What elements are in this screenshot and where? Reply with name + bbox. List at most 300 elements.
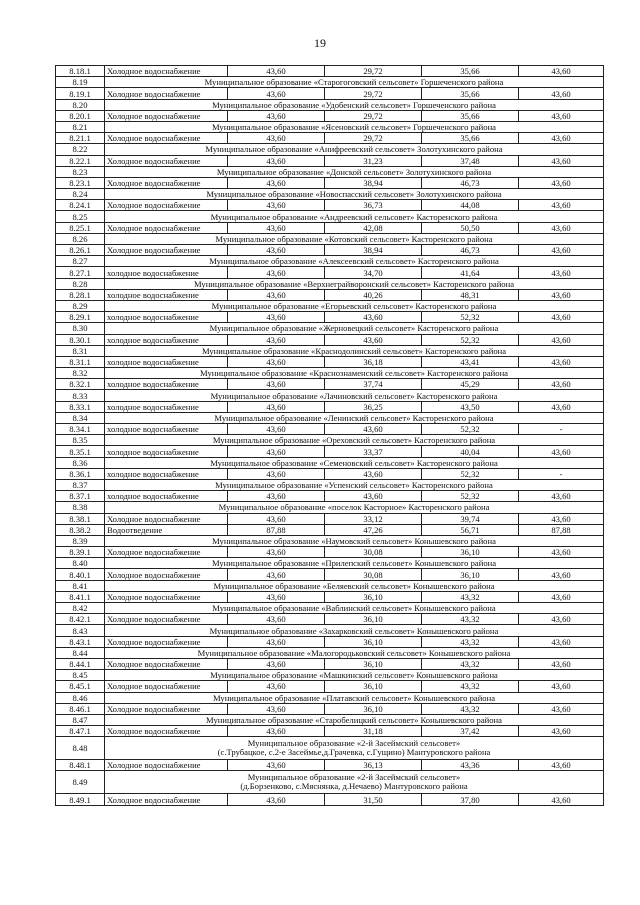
- row-code: 8.30: [56, 323, 105, 334]
- tariff-value-4: 43,60: [519, 110, 604, 121]
- tariff-value-3: 43,32: [422, 681, 519, 692]
- row-code: 8.35.1: [56, 446, 105, 457]
- service-name: холодное водоснабжение: [105, 312, 228, 323]
- service-row: [56, 547, 604, 558]
- service-name: Водоотведение: [105, 524, 228, 535]
- tariff-value-2: 43,60: [325, 334, 422, 345]
- row-code: 8.21.1: [56, 133, 105, 144]
- service-name: Холодное водоснабжение: [105, 681, 228, 692]
- tariff-value-2: 42,08: [325, 222, 422, 233]
- service-name: Холодное водоснабжение: [105, 222, 228, 233]
- service-row: [56, 155, 604, 166]
- municipality-row: [56, 435, 604, 446]
- row-code: 8.38.1: [56, 513, 105, 524]
- tariff-value-4: 43,60: [519, 446, 604, 457]
- row-code: 8.20.1: [56, 110, 105, 121]
- municipality-row: [56, 625, 604, 636]
- row-code: 8.26: [56, 233, 105, 244]
- municipality-row: [56, 670, 604, 681]
- tariff-value-1: 43,60: [228, 468, 325, 479]
- service-row: [56, 334, 604, 345]
- municipality-row: [56, 603, 604, 614]
- municipality-name: Муниципальное образование «Анифреевский сельсовет» Золотухинского района: [105, 144, 604, 155]
- tariff-value-2: 29,72: [325, 88, 422, 99]
- tariff-value-2: 38,94: [325, 177, 422, 188]
- tariff-table: [55, 65, 604, 806]
- row-code: 8.41.1: [56, 591, 105, 602]
- tariff-value-4: 43,60: [519, 401, 604, 412]
- tariff-value-2: 34,70: [325, 267, 422, 278]
- service-row: [56, 401, 604, 412]
- municipality-name: Муниципальное образование «Жерновецкий сельсовет» Касторенского района: [105, 323, 604, 334]
- tariff-value-3: 52,32: [422, 312, 519, 323]
- tariff-value-2: 36,10: [325, 681, 422, 692]
- row-code: 8.18.1: [56, 66, 105, 77]
- tariff-value-2: 36,18: [325, 356, 422, 367]
- row-code: 8.19: [56, 77, 105, 88]
- tariff-value-1: 43,60: [228, 446, 325, 457]
- service-name: холодное водоснабжение: [105, 267, 228, 278]
- tariff-value-4: 43,60: [519, 334, 604, 345]
- municipality-row: [56, 99, 604, 110]
- municipality-row: [56, 323, 604, 334]
- municipality-row: [56, 580, 604, 591]
- municipality-row: [56, 535, 604, 546]
- row-code: 8.49: [56, 771, 105, 794]
- row-code: 8.23: [56, 166, 105, 177]
- service-name: Холодное водоснабжение: [105, 177, 228, 188]
- municipality-row: [56, 714, 604, 725]
- tariff-value-2: 33,12: [325, 513, 422, 524]
- municipality-row: [56, 647, 604, 658]
- municipality-name: Муниципальное образование «поселок Касторное» Касторенского района: [105, 502, 604, 513]
- row-code: 8.32: [56, 368, 105, 379]
- service-name: холодное водоснабжение: [105, 334, 228, 345]
- service-name: Холодное водоснабжение: [105, 703, 228, 714]
- row-code: 8.33.1: [56, 401, 105, 412]
- municipality-name: Муниципальное образование «Верхнеграйворонский сельсовет» Касторенского района: [105, 278, 604, 289]
- service-name: холодное водоснабжение: [105, 446, 228, 457]
- municipality-row: [56, 278, 604, 289]
- service-row: [56, 200, 604, 211]
- tariff-value-3: 35,66: [422, 66, 519, 77]
- tariff-value-1: 43,60: [228, 703, 325, 714]
- service-row: [56, 133, 604, 144]
- tariff-value-1: 43,60: [228, 547, 325, 558]
- tariff-value-2: 43,60: [325, 468, 422, 479]
- tariff-value-3: 43,32: [422, 703, 519, 714]
- municipality-name: [105, 737, 604, 760]
- service-row: [56, 379, 604, 390]
- tariff-value-1: 43,60: [228, 658, 325, 669]
- municipality-name: Муниципальное образование «Удобенский сельсовет» Горшеченского района: [105, 99, 604, 110]
- tariff-value-1: 43,60: [228, 681, 325, 692]
- tariff-value-1: 43,60: [228, 334, 325, 345]
- service-row: [56, 794, 604, 805]
- tariff-value-4: 43,60: [519, 569, 604, 580]
- service-row: [56, 468, 604, 479]
- service-row: [56, 88, 604, 99]
- row-code: 8.34: [56, 412, 105, 423]
- tariff-value-3: 48,31: [422, 289, 519, 300]
- row-code: 8.26.1: [56, 245, 105, 256]
- tariff-value-3: 46,73: [422, 177, 519, 188]
- tariff-value-1: 43,60: [228, 289, 325, 300]
- tariff-value-2: 36,10: [325, 591, 422, 602]
- municipality-row: [56, 502, 604, 513]
- tariff-value-1: 43,60: [228, 155, 325, 166]
- tariff-value-1: 43,60: [228, 513, 325, 524]
- tariff-value-3: 56,71: [422, 524, 519, 535]
- service-name: Холодное водоснабжение: [105, 155, 228, 166]
- tariff-value-2: 33,37: [325, 446, 422, 457]
- service-name: Холодное водоснабжение: [105, 547, 228, 558]
- row-code: 8.19.1: [56, 88, 105, 99]
- municipality-name: Муниципальное образование «Старогоговский сельсовет» Горшеченского района: [105, 77, 604, 88]
- tariff-value-1: 43,60: [228, 424, 325, 435]
- service-row: [56, 289, 604, 300]
- tariff-value-2: 31,18: [325, 726, 422, 737]
- row-code: 8.48: [56, 737, 105, 760]
- tariff-value-1: 43,60: [228, 312, 325, 323]
- municipality-name: [105, 771, 604, 794]
- service-row: [56, 356, 604, 367]
- service-row: [56, 591, 604, 602]
- service-row: [56, 513, 604, 524]
- tariff-value-4: 43,60: [519, 703, 604, 714]
- municipality-name: Муниципальное образование «Краснодолинский сельсовет» Касторенского района: [105, 345, 604, 356]
- page-number: 19: [314, 36, 326, 50]
- tariff-value-1: 43,60: [228, 614, 325, 625]
- row-code: 8.29: [56, 300, 105, 311]
- tariff-value-3: 37,80: [422, 794, 519, 805]
- municipality-localities-line: (с.Трубацкое, с.2-е Засеймье,д.Грачевка, с.Гущино) Мантуровского района: [217, 747, 491, 758]
- service-name: холодное водоснабжение: [105, 401, 228, 412]
- service-name: Холодное водоснабжение: [105, 200, 228, 211]
- row-code: 8.49.1: [56, 794, 105, 805]
- service-name: Холодное водоснабжение: [105, 591, 228, 602]
- row-code: 8.23.1: [56, 177, 105, 188]
- row-code: 8.42: [56, 603, 105, 614]
- municipality-row: [56, 144, 604, 155]
- tariff-value-2: 36,13: [325, 760, 422, 771]
- tariff-value-3: 52,32: [422, 491, 519, 502]
- municipality-row: [56, 233, 604, 244]
- row-code: 8.40.1: [56, 569, 105, 580]
- service-name: холодное водоснабжение: [105, 424, 228, 435]
- row-code: 8.47: [56, 714, 105, 725]
- tariff-value-1: 43,60: [228, 133, 325, 144]
- row-code: 8.24: [56, 189, 105, 200]
- row-code: 8.41: [56, 580, 105, 591]
- tariff-value-1: 43,60: [228, 636, 325, 647]
- municipality-row: [56, 211, 604, 222]
- tariff-value-1: 43,60: [228, 794, 325, 805]
- municipality-row: [56, 558, 604, 569]
- tariff-value-4: 43,60: [519, 681, 604, 692]
- service-row: [56, 569, 604, 580]
- tariff-value-4: 43,60: [519, 289, 604, 300]
- tariff-value-2: 29,72: [325, 66, 422, 77]
- tariff-value-3: 36,10: [422, 569, 519, 580]
- tariff-value-4: 43,60: [519, 760, 604, 771]
- municipality-name: Муниципальное образование «Ореховский сельсовет» Касторенского района: [105, 435, 604, 446]
- row-code: 8.46.1: [56, 703, 105, 714]
- municipality-name: Муниципальное образование «Малогородьковский сельсовет» Конышевского района: [105, 647, 604, 658]
- tariff-value-4: 43,60: [519, 200, 604, 211]
- municipality-name: Муниципальное образование «Новоспасский сельсовет» Золотухинского района: [105, 189, 604, 200]
- row-code: 8.48.1: [56, 760, 105, 771]
- service-row: [56, 267, 604, 278]
- tariff-value-1: 43,60: [228, 267, 325, 278]
- row-code: 8.32.1: [56, 379, 105, 390]
- tariff-value-1: 43,60: [228, 401, 325, 412]
- service-row: [56, 245, 604, 256]
- row-code: 8.39.1: [56, 547, 105, 558]
- tariff-value-2: 30,08: [325, 547, 422, 558]
- municipality-row: [56, 737, 604, 760]
- municipality-name: Муниципальное образование «Краснознаменский сельсовет» Касторенского района: [105, 368, 604, 379]
- municipality-name: Муниципальное образование «Ленинский сельсовет» Касторенского района: [105, 412, 604, 423]
- service-row: [56, 681, 604, 692]
- row-code: 8.27: [56, 256, 105, 267]
- municipality-row: [56, 457, 604, 468]
- row-code: 8.31.1: [56, 356, 105, 367]
- service-row: [56, 424, 604, 435]
- tariff-value-3: 52,32: [422, 468, 519, 479]
- tariff-value-4: 43,60: [519, 267, 604, 278]
- municipality-name: Муниципальное образование «Семеновский сельсовет» Касторенского района: [105, 457, 604, 468]
- tariff-value-2: 29,72: [325, 110, 422, 121]
- tariff-value-2: 36,73: [325, 200, 422, 211]
- row-code: 8.42.1: [56, 614, 105, 625]
- service-row: [56, 524, 604, 535]
- service-name: Холодное водоснабжение: [105, 110, 228, 121]
- tariff-value-4: 43,60: [519, 133, 604, 144]
- row-code: 8.37: [56, 479, 105, 490]
- tariff-value-1: 43,60: [228, 177, 325, 188]
- tariff-value-1: 43,60: [228, 760, 325, 771]
- municipality-name-line: Муниципальное образование «2-й Засеймский сельсовет»: [247, 772, 461, 783]
- row-code: 8.25.1: [56, 222, 105, 233]
- tariff-value-1: 43,60: [228, 66, 325, 77]
- tariff-value-3: 52,32: [422, 424, 519, 435]
- service-name: холодное водоснабжение: [105, 289, 228, 300]
- tariff-value-2: 43,60: [325, 491, 422, 502]
- service-row: [56, 760, 604, 771]
- municipality-row: [56, 345, 604, 356]
- service-row: [56, 177, 604, 188]
- tariff-value-4: -: [519, 468, 604, 479]
- service-name: холодное водоснабжение: [105, 356, 228, 367]
- row-code: 8.34.1: [56, 424, 105, 435]
- tariff-value-2: 36,10: [325, 703, 422, 714]
- row-code: 8.43.1: [56, 636, 105, 647]
- row-code: 8.21: [56, 121, 105, 132]
- municipality-row: [56, 368, 604, 379]
- tariff-value-2: 36,10: [325, 614, 422, 625]
- municipality-name: Муниципальное образование «Егорьевский сельсовет» Касторенского района: [105, 300, 604, 311]
- service-name: Холодное водоснабжение: [105, 513, 228, 524]
- service-row: [56, 312, 604, 323]
- municipality-row: [56, 77, 604, 88]
- tariff-value-4: 43,60: [519, 491, 604, 502]
- tariff-value-3: 43,32: [422, 614, 519, 625]
- tariff-value-4: 43,60: [519, 379, 604, 390]
- municipality-name: Муниципальное образование «Котовский сельсовет» Касторенского района: [105, 233, 604, 244]
- row-code: 8.24.1: [56, 200, 105, 211]
- tariff-value-3: 52,32: [422, 334, 519, 345]
- service-name: Холодное водоснабжение: [105, 614, 228, 625]
- municipality-name: Муниципальное образование «Донской сельсовет» Золотухинского района: [105, 166, 604, 177]
- municipality-name: Муниципальное образование «Старобелицкий сельсовет» Конышевского района: [105, 714, 604, 725]
- municipality-row: [56, 692, 604, 703]
- tariff-value-2: 36,10: [325, 636, 422, 647]
- tariff-value-3: 37,48: [422, 155, 519, 166]
- row-code: 8.29.1: [56, 312, 105, 323]
- tariff-value-1: 43,60: [228, 569, 325, 580]
- row-code: 8.46: [56, 692, 105, 703]
- row-code: 8.47.1: [56, 726, 105, 737]
- row-code: 8.43: [56, 625, 105, 636]
- tariff-value-2: 43,60: [325, 312, 422, 323]
- tariff-value-1: 43,60: [228, 245, 325, 256]
- service-name: холодное водоснабжение: [105, 379, 228, 390]
- tariff-value-1: 43,60: [228, 88, 325, 99]
- row-code: 8.44.1: [56, 658, 105, 669]
- service-name: Холодное водоснабжение: [105, 133, 228, 144]
- service-row: [56, 491, 604, 502]
- tariff-value-4: 87,88: [519, 524, 604, 535]
- row-code: 8.28.1: [56, 289, 105, 300]
- row-code: 8.45.1: [56, 681, 105, 692]
- tariff-value-1: 43,60: [228, 200, 325, 211]
- tariff-value-4: 43,60: [519, 177, 604, 188]
- municipality-name-line: Муниципальное образование «2-й Засеймский сельсовет»: [247, 738, 461, 749]
- row-code: 8.37.1: [56, 491, 105, 502]
- tariff-value-3: 35,66: [422, 110, 519, 121]
- tariff-value-4: 43,60: [519, 658, 604, 669]
- municipality-row: [56, 256, 604, 267]
- tariff-value-3: 43,36: [422, 760, 519, 771]
- row-code: 8.36: [56, 457, 105, 468]
- tariff-value-4: 43,60: [519, 222, 604, 233]
- row-code: 8.44: [56, 647, 105, 658]
- tariff-value-4: 43,60: [519, 66, 604, 77]
- municipality-row: [56, 121, 604, 132]
- municipality-name: Муниципальное образование «Захарковский сельсовет» Конышевского района: [105, 625, 604, 636]
- tariff-value-4: 43,60: [519, 513, 604, 524]
- service-row: [56, 614, 604, 625]
- tariff-value-1: 43,60: [228, 726, 325, 737]
- service-row: [56, 703, 604, 714]
- row-code: 8.36.1: [56, 468, 105, 479]
- tariff-value-4: -: [519, 424, 604, 435]
- tariff-value-2: 36,10: [325, 658, 422, 669]
- tariff-value-4: 43,60: [519, 312, 604, 323]
- tariff-value-4: 43,60: [519, 547, 604, 558]
- service-name: холодное водоснабжение: [105, 491, 228, 502]
- service-name: Холодное водоснабжение: [105, 658, 228, 669]
- row-code: 8.28: [56, 278, 105, 289]
- tariff-value-3: 43,50: [422, 401, 519, 412]
- tariff-value-2: 30,08: [325, 569, 422, 580]
- row-code: 8.22: [56, 144, 105, 155]
- municipality-name: Муниципальное образование «Ясеновский сельсовет» Горшеченского района: [105, 121, 604, 132]
- tariff-table-body: [56, 66, 604, 806]
- municipality-row: [56, 300, 604, 311]
- tariff-value-4: 43,60: [519, 88, 604, 99]
- service-row: [56, 222, 604, 233]
- tariff-value-3: 36,10: [422, 547, 519, 558]
- municipality-name: Муниципальное образование «Наумовский сельсовет» Конышевского района: [105, 535, 604, 546]
- tariff-value-1: 43,60: [228, 222, 325, 233]
- municipality-name: Муниципальное образование «Андреевский сельсовет» Касторенского района: [105, 211, 604, 222]
- service-name: Холодное водоснабжение: [105, 794, 228, 805]
- tariff-value-3: 35,66: [422, 133, 519, 144]
- service-row: [56, 66, 604, 77]
- tariff-value-3: 44,08: [422, 200, 519, 211]
- municipality-row: [56, 412, 604, 423]
- tariff-value-3: 46,73: [422, 245, 519, 256]
- tariff-value-2: 37,74: [325, 379, 422, 390]
- row-code: 8.33: [56, 390, 105, 401]
- service-name: холодное водоснабжение: [105, 468, 228, 479]
- service-row: [56, 726, 604, 737]
- service-name: Холодное водоснабжение: [105, 66, 228, 77]
- tariff-value-4: 43,60: [519, 726, 604, 737]
- tariff-value-1: 43,60: [228, 110, 325, 121]
- tariff-value-1: 43,60: [228, 491, 325, 502]
- tariff-value-2: 40,26: [325, 289, 422, 300]
- tariff-value-3: 45,29: [422, 379, 519, 390]
- tariff-value-3: 43,32: [422, 636, 519, 647]
- municipality-row: [56, 390, 604, 401]
- tariff-value-3: 43,32: [422, 658, 519, 669]
- tariff-value-2: 29,72: [325, 133, 422, 144]
- tariff-value-2: 38,94: [325, 245, 422, 256]
- tariff-value-3: 43,32: [422, 591, 519, 602]
- row-code: 8.20: [56, 99, 105, 110]
- municipality-name: Муниципальное образование «Прилепский сельсовет» Конышевского района: [105, 558, 604, 569]
- row-code: 8.30.1: [56, 334, 105, 345]
- row-code: 8.40: [56, 558, 105, 569]
- row-code: 8.38: [56, 502, 105, 513]
- tariff-value-4: 43,60: [519, 245, 604, 256]
- tariff-value-4: 43,60: [519, 794, 604, 805]
- municipality-name: Муниципальное образование «Беляевский сельсовет» Конышевского района: [105, 580, 604, 591]
- municipality-name: Муниципальное образование «Алексеевский сельсовет» Касторенского района: [105, 256, 604, 267]
- tariff-value-1: 43,60: [228, 591, 325, 602]
- service-name: Холодное водоснабжение: [105, 636, 228, 647]
- municipality-name: Муниципальное образование «Ваблинский сельсовет» Конышевского района: [105, 603, 604, 614]
- service-row: [56, 636, 604, 647]
- row-code: 8.38.2: [56, 524, 105, 535]
- tariff-value-3: 43,41: [422, 356, 519, 367]
- row-code: 8.39: [56, 535, 105, 546]
- tariff-value-4: 43,60: [519, 591, 604, 602]
- service-name: Холодное водоснабжение: [105, 760, 228, 771]
- tariff-value-3: 35,66: [422, 88, 519, 99]
- municipality-name: Муниципальное образование «Машкинский сельсовет» Конышевского района: [105, 670, 604, 681]
- tariff-value-1: 87,88: [228, 524, 325, 535]
- tariff-value-3: 37,42: [422, 726, 519, 737]
- tariff-value-3: 40,04: [422, 446, 519, 457]
- service-name: Холодное водоснабжение: [105, 88, 228, 99]
- municipality-row: [56, 189, 604, 200]
- row-code: 8.22.1: [56, 155, 105, 166]
- municipality-row: [56, 771, 604, 794]
